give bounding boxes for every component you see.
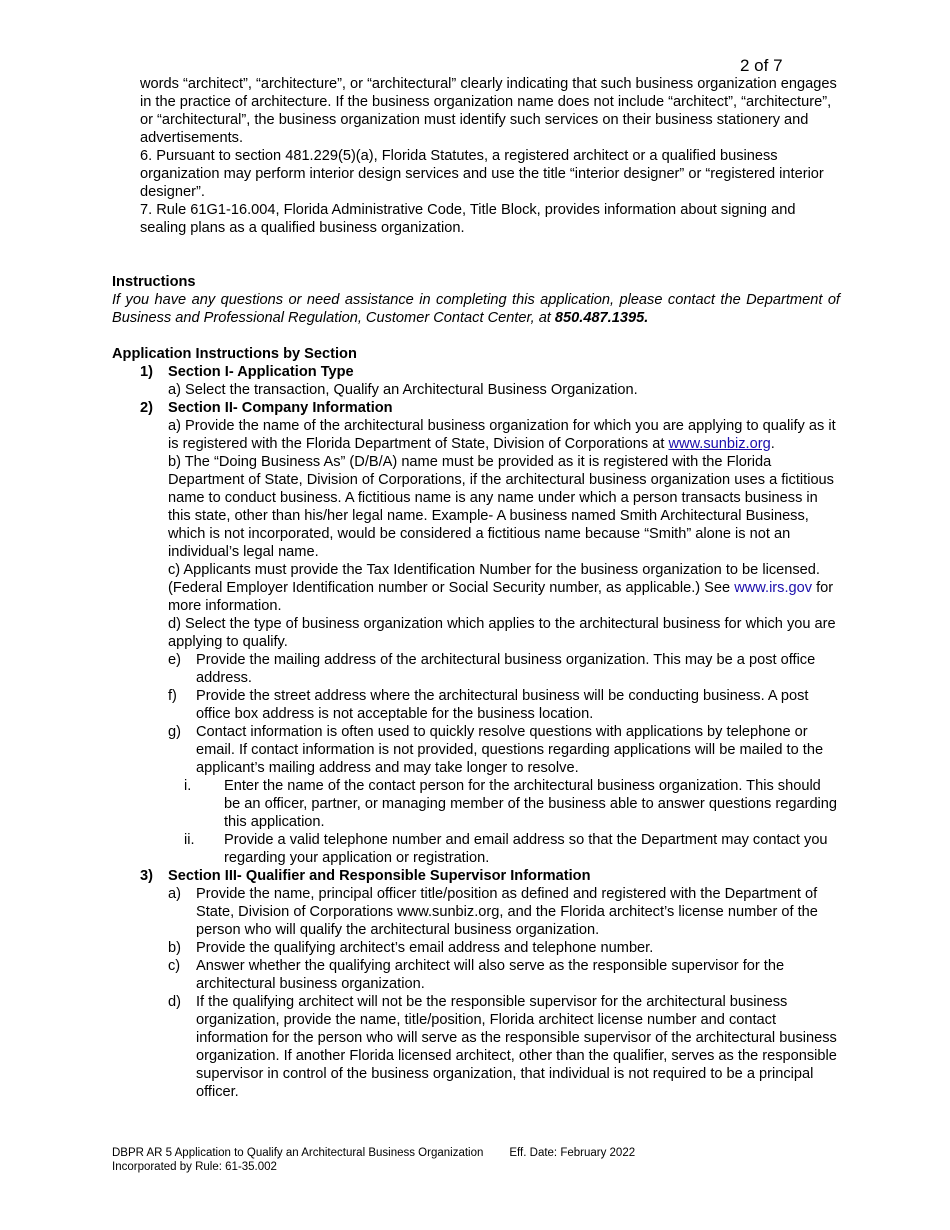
section-3-item-d: d) If the qualifying architect will not be the responsible supervisor for the architectural business organization, provide the name, title/position, Florida architect license number and contact information for the person who will serve as the responsible supervisor of the architectural business organization. If another Florida licensed architect, other than the qualifier, serves as the responsible supervisor in control of the business organization, that individual is not required to be a principal officer. xyxy=(168,994,837,1100)
page-footer xyxy=(112,1146,635,1174)
section-2-item-a: a) Provide the name of the architectural business organization for which you are applying to qualify as it is registered with the Florida Department of State, Division of Corporations at www.sunbiz.org. xyxy=(168,418,836,452)
intro-section xyxy=(112,75,840,237)
document-body xyxy=(112,75,840,1101)
sunbiz-link[interactable]: www.sunbiz.org xyxy=(668,436,771,452)
footer-rule: Incorporated by Rule: 61-35.002 xyxy=(112,1161,277,1173)
instructions-heading: Instructions xyxy=(112,274,196,290)
section-1-heading: 1) Section I- Application Type xyxy=(140,364,354,380)
section-1-item-a: a) Select the transaction, Qualify an Architectural Business Organization. xyxy=(168,382,638,398)
section-2-item-b: b) The “Doing Business As” (D/B/A) name must be provided as it is registered with the Florida Department of State, Division of Corporations, if the architectural business organization uses a fictitious name to conduct business. A fictitious name is any name under which a person transacts business in this state, other than his/her legal name. Example- A business named Smith Architectural Business, which is not incorporated, would be considered a fictitious name because “Smith” alone is not an individual’s legal name. xyxy=(168,454,834,560)
section-3-heading: 3) Section III- Qualifier and Responsible Supervisor Information xyxy=(140,868,591,884)
section-2-item-d: d) Select the type of business organization which applies to the architectural business for which you are applying to qualify. xyxy=(168,616,836,650)
section-2-item-g-ii: ii. Provide a valid telephone number and email address so that the Department may contact you regarding your application or registration. xyxy=(184,832,828,866)
section-3-item-c: c) Answer whether the qualifying architect will also serve as the responsible supervisor for the architectural business organization. xyxy=(168,958,785,992)
footer-eff-date: Eff. Date: February 2022 xyxy=(509,1147,636,1159)
page-number: 2 of 7 xyxy=(740,56,783,75)
intro-item-6: 6. Pursuant to section 481.229(5)(a), Florida Statutes, a registered architect or a qualified business organization may perform interior design services and use the title “interior designer” or “registered interior designer”. xyxy=(140,148,824,200)
section-2-item-f: f) Provide the street address where the architectural business will be conducting business. A post office box address is not acceptable for the business location. xyxy=(168,688,809,722)
section-3-item-a: a) Provide the name, principal officer title/position as defined and registered with the Department of State, Division of Corporations www.sunbiz.org, and the Florida architect’s license number of the person who will qualify the architectural business organization. xyxy=(168,886,818,938)
intro-paragraph: words “architect”, “architecture”, or “architectural” clearly indicating that such business organization engages in the practice of architecture. If the business organization name does not include “architect”, “architecture”, or “architectural”, the business organization must identify such services on their business stationery and advertisements. xyxy=(140,76,837,146)
section-2-item-g: g) Contact information is often used to quickly resolve questions with applications by telephone or email. If contact information is not provided, questions regarding applications will be mailed to the applicant’s mailing address and may take longer to resolve. xyxy=(168,724,824,776)
intro-item-7: 7. Rule 61G1-16.004, Florida Administrative Code, Title Block, provides information about signing and sealing plans as a qualified business organization. xyxy=(140,202,796,236)
section-2-item-e: e) Provide the mailing address of the architectural business organization. This may be a post office address. xyxy=(168,652,816,686)
section-2-heading: 2) Section II- Company Information xyxy=(140,400,393,416)
section-3-item-b: b) Provide the qualifying architect’s email address and telephone number. xyxy=(168,940,654,956)
app-instructions-heading: Application Instructions by Section xyxy=(112,346,357,362)
section-2-item-c: c) Applicants must provide the Tax Identification Number for the business organization to be licensed. (Federal Employer Identification number or Social Security number, as applicable.) See www.irs.gov for more information. xyxy=(168,562,834,614)
contact-phone: 850.487.1395. xyxy=(554,310,649,326)
irs-link[interactable]: www.irs.gov xyxy=(734,580,813,596)
footer-form-name: DBPR AR 5 Application to Qualify an Architectural Business Organization xyxy=(112,1147,484,1159)
instructions-text: If you have any questions or need assistance in completing this application, please contact the Department of Business and Professional Regulation, Customer Contact Center, at 850.487.1395. xyxy=(112,292,840,326)
section-2-item-g-i: i. Enter the name of the contact person for the architectural business organization. This should be an officer, partner, or managing member of the business able to answer questions regarding this application. xyxy=(184,778,838,830)
